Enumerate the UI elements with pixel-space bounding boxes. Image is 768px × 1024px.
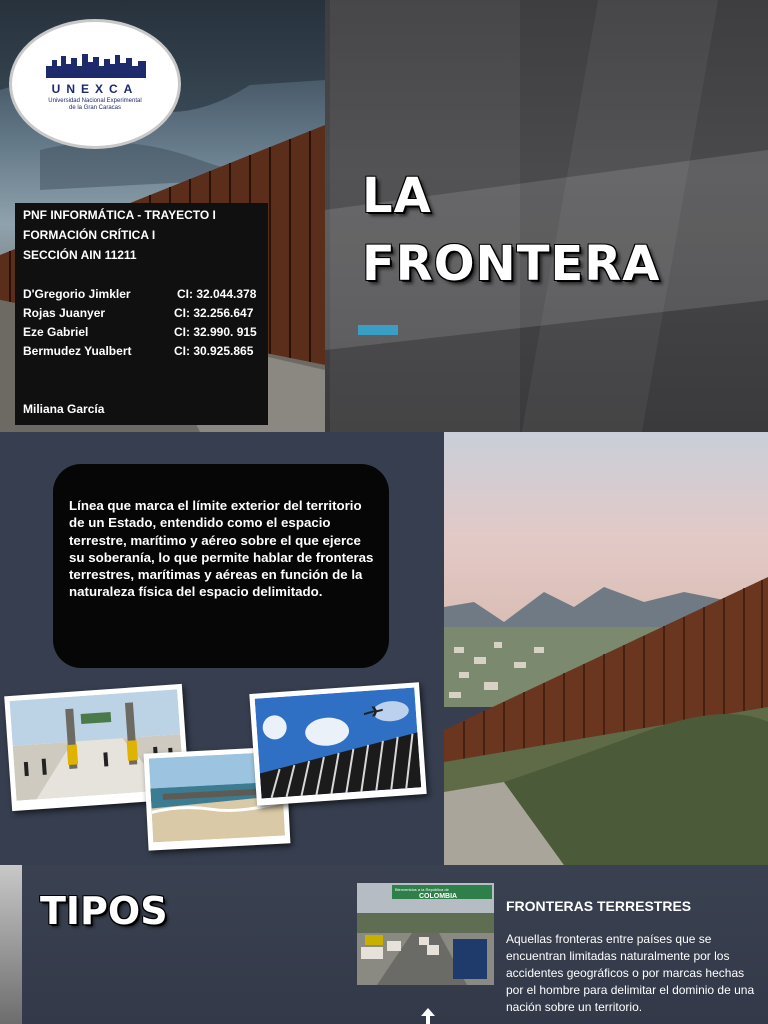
skyline-icon [46,52,146,78]
university-logo [12,22,178,146]
land-borders-heading: FRONTERAS TERRESTRES [506,898,692,914]
types-title: TIPOS [40,889,168,933]
program-label: PNF INFORMÁTICA - TRAYECTO I [23,208,216,222]
fence-sky-image [255,688,422,799]
teacher-name: Miliana García [23,402,105,416]
member-ci: CI: 30.925.865 [174,344,254,358]
member-name: Bermudez Yualbert [23,344,132,358]
logo-subtitle: Universidad Nacional Experimental de la Gran Caracas [48,98,142,111]
member-name: Rojas Juanyer [23,306,106,320]
member-row [23,344,268,358]
member-ci: CI: 32.044.378 [177,287,257,301]
member-ci: CI: 32.990. 915 [174,325,257,339]
member-row [23,287,268,301]
member-name: Eze Gabriel [23,325,89,339]
border-wall-image [444,432,768,865]
definition-slide [0,432,768,865]
title-line-2: FRONTERA [362,236,661,292]
member-name: D'Gregorio Jimkler [23,287,131,301]
colombia-border-image [357,883,494,985]
sign-small-text: Bienvenidos a la República de [395,887,449,892]
title-line-1: LA [362,168,432,224]
title-slide [0,0,768,432]
slide-edge [0,865,22,1024]
section-label: SECCIÓN AIN 11211 [23,248,137,262]
arrow-up-icon [421,1008,435,1024]
sign-text: COLOMBIA [419,893,458,900]
member-row [23,306,268,320]
course-label: FORMACIÓN CRÍTICA I [23,228,156,242]
fence-sky-photo [249,682,426,806]
member-ci: CI: 32.256.647 [174,306,254,320]
logo-name: UNEXCA [51,82,139,96]
definition-box [53,464,389,668]
border-wall-photo [444,432,768,865]
accent-bar [358,325,398,335]
types-slide [0,865,768,1024]
colombia-border-photo [357,883,494,985]
author-info-box [15,203,268,425]
definition-text: Línea que marca el límite exterior del territorio de un Estado, entendido como el espacio terrestre, marítimo y aéreo sobre el que ejerce su soberanía, lo que permite hablar de fronteras terrestres, marítimas y aéreas en función de la naturaleza física del espacio delimitado. [69,498,374,600]
member-row [23,325,268,339]
land-borders-text: Aquellas fronteras entre países que se encuentran limitadas naturalmente por los accidentes geográficos o por marcas hechas por el hombre para delimitar el dominio de una nación sobre un territorio. [506,932,755,1014]
